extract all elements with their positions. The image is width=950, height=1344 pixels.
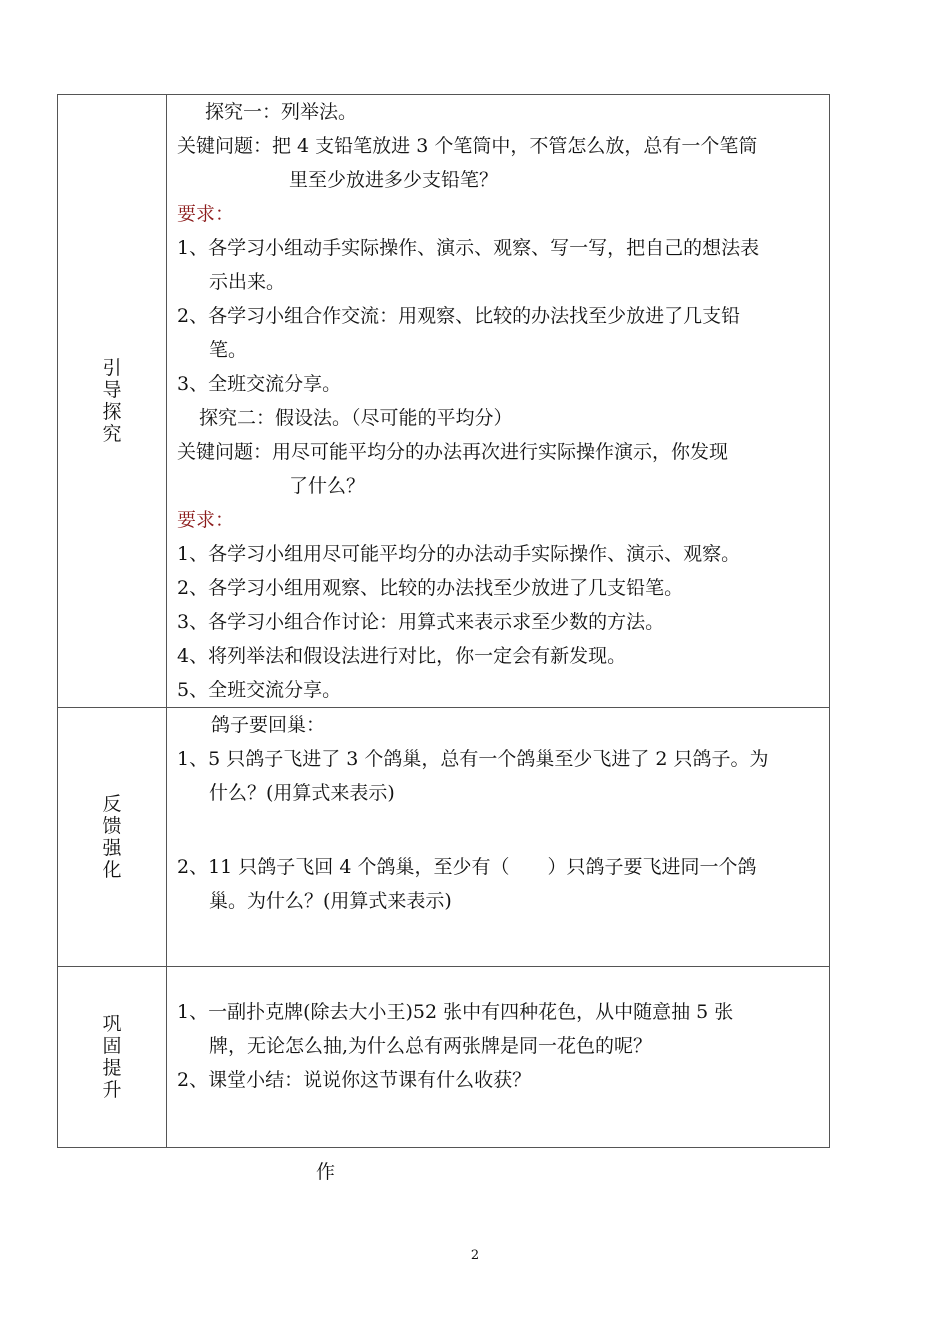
section-line: 3、各学习小组合作讨论：用算式来表示求至少数的方法。 — [177, 611, 665, 633]
section-label-cell — [58, 967, 167, 1148]
section-line: 里至少放进多少支铅笔？ — [289, 169, 499, 191]
section-content-cell — [167, 95, 830, 708]
section-label: 引导探究 — [102, 357, 122, 445]
section-line: 巢。为什么？(用算式来表示) — [209, 890, 452, 912]
section-line: 5、全班交流分享。 — [177, 679, 342, 701]
requirement-heading: 要求： — [177, 203, 235, 225]
requirement-heading: 要求： — [177, 509, 235, 531]
section-line: 3、全班交流分享。 — [177, 373, 342, 395]
table-row — [58, 967, 830, 1148]
section-content-cell — [167, 708, 830, 967]
section-line: 了什么？ — [289, 475, 366, 497]
section-line: 1、5 只鸽子飞进了 3 个鸽巢，总有一个鸽巢至少飞进了 2 只鸽子。为 — [177, 748, 769, 770]
section-line: 笔。 — [209, 339, 248, 361]
footer-text: 作 — [316, 1161, 336, 1183]
section-line: 2、各学习小组用观察、比较的办法找至少放进了几支铅笔。 — [177, 577, 684, 599]
section-label-cell — [58, 95, 167, 708]
section-label-cell — [58, 708, 167, 967]
spacer — [177, 810, 821, 836]
spacer — [177, 967, 821, 995]
section-line: 2、各学习小组合作交流：用观察、比较的办法找至少放进了几支铅 — [177, 305, 741, 327]
section-label: 巩固提升 — [102, 1013, 122, 1101]
section-line: 探究二：假设法。（尽可能的平均分） — [199, 407, 513, 429]
section-line: 1、各学习小组用尽可能平均分的办法动手实际操作、演示、观察。 — [177, 543, 741, 565]
section-line: 1、各学习小组动手实际操作、演示、观察、写一写，把自己的想法表 — [177, 237, 760, 259]
section-content-cell — [167, 967, 830, 1148]
section-line: 2、课堂小结：说说你这节课有什么收获？ — [177, 1069, 532, 1091]
section-line: 2、11 只鸽子飞回 4 个鸽巢，至少有（ ）只鸽子要飞进同一个鸽 — [177, 856, 757, 878]
section-line: 4、将列举法和假设法进行对比，你一定会有新发现。 — [177, 645, 627, 667]
section-line: 什么？(用算式来表示) — [209, 782, 395, 804]
section-line: 探究一：列举法。 — [205, 101, 358, 123]
section-line: 关键问题：用尽可能平均分的办法再次进行实际操作演示，你发现 — [177, 441, 729, 463]
section-line: 1、一副扑克牌(除去大小王)52 张中有四种花色，从中随意抽 5 张 — [177, 1001, 734, 1023]
section-line: 牌，无论怎么抽,为什么总有两张牌是同一花色的呢？ — [209, 1035, 653, 1057]
table-row — [58, 708, 830, 967]
table-row — [58, 95, 830, 708]
section-label: 反馈强化 — [102, 793, 122, 881]
lesson-table — [57, 94, 830, 1148]
section-line: 鸽子要回巢： — [211, 714, 326, 736]
page-number: 2 — [470, 1248, 480, 1263]
section-line: 示出来。 — [209, 271, 286, 293]
section-line: 关键问题：把 4 支铅笔放进 3 个笔筒中，不管怎么放，总有一个笔筒 — [177, 135, 758, 157]
